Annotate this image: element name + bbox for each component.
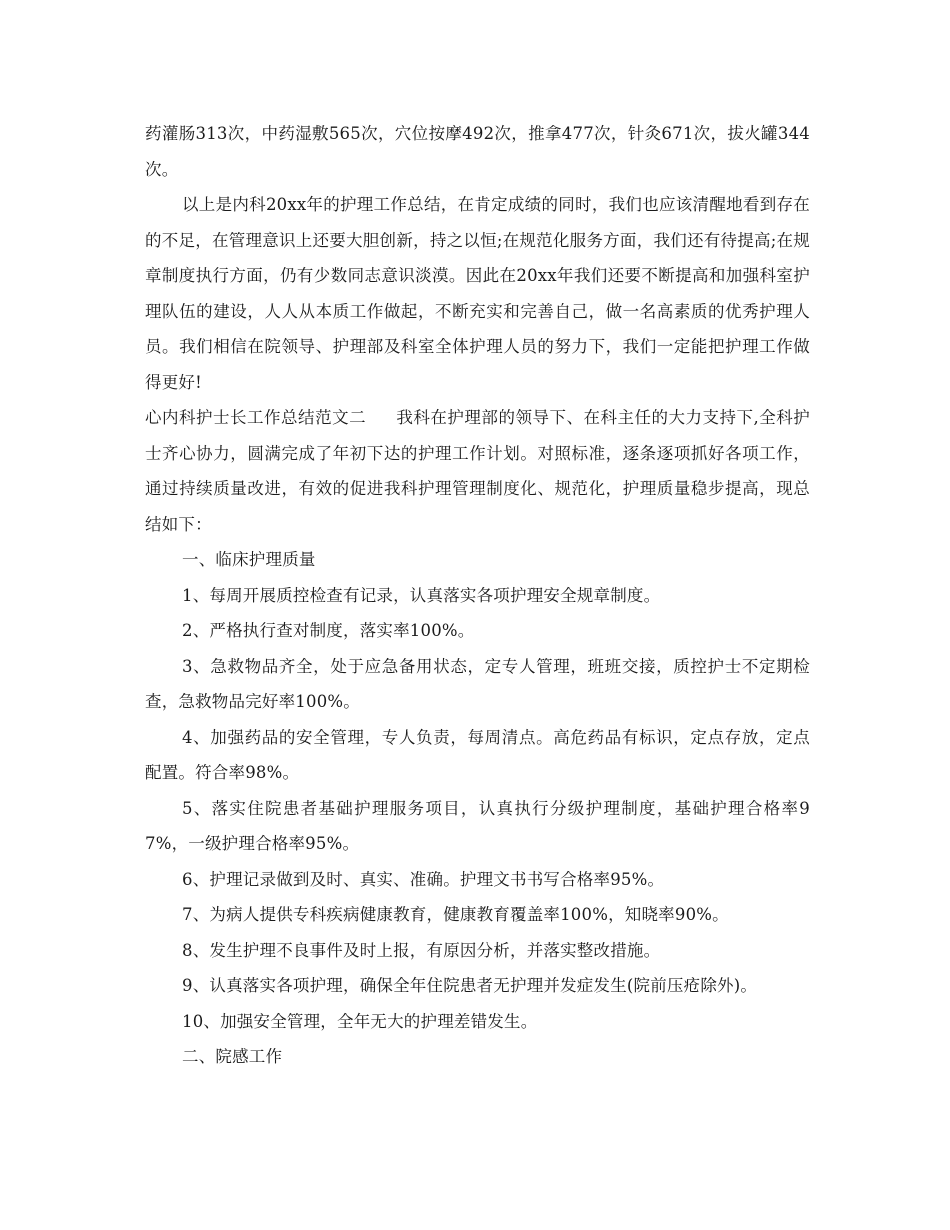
list-item: 1、每周开展质控检查有记录，认真落实各项护理安全规章制度。 [182, 585, 661, 605]
heading-infection-control: 二、院感工作 [182, 1047, 283, 1066]
list-item: 5、落实住院患者基础护理服务项目，认真执行分级护理制度，基础护理合格率97%，一级护理合格率95%。 [145, 798, 810, 853]
paragraph-treatment-counts: 药灌肠313次，中药湿敷565次，穴位按摩492次，推拿477次，针灸671次，拔火罐344次。 [145, 124, 810, 179]
list-item: 4、加强药品的安全管理，专人负责，每周清点。高危药品有标识，定点存放，定点配置。符合率98%。 [145, 727, 810, 782]
list-item: 2、严格执行查对制度，落实率100%。 [182, 621, 475, 640]
list-item: 8、发生护理不良事件及时上报，有原因分析，并落实整改措施。 [182, 940, 661, 960]
list-item: 7、为病人提供专科疾病健康教育，健康教育覆盖率100%，知晓率90%。 [182, 905, 729, 924]
list-item: 9、认真落实各项护理，确保全年住院患者无护理并发症发生(院前压疮除外)。 [182, 976, 758, 995]
list-item: 10、加强安全管理，全年无大的护理差错发生。 [182, 1011, 538, 1031]
section-intro: 我科在护理部的领导下、在科主任的大力支持下,全科护士齐心协力，圆满完成了年初下达的护理工作计划。对照标准，逐条逐项抓好各项工作，通过持续质量改进，有效的促进我科护理管理制度化、规范化，护理质量稳步提高，现总结如下： [145, 408, 810, 534]
section-title: 心内科护士长工作总结范文二 [145, 408, 367, 427]
section-block [145, 400, 810, 542]
list-item: 6、护理记录做到及时、真实、准确。护理文书书写合格率95%。 [182, 869, 665, 889]
list-item: 3、急救物品齐全，处于应急备用状态，定专人管理，班班交接，质控护士不定期检查，急救物品完好率100%。 [145, 656, 810, 711]
heading-clinical-quality: 一、临床护理质量 [182, 550, 316, 569]
paragraph-summary: 以上是内科20xx年的护理工作总结，在肯定成绩的同时，我们也应该清醒地看到存在的不足，在管理意识上还要大胆创新，持之以恒;在规范化服务方面，我们还有待提高;在规章制度执行方面，仍有少数同志意识淡漠。因此在20xx年我们还要不断提高和加强科室护理队伍的建设，人人从本质工作做起，不断充实和完善自己，做一名高素质的优秀护理人员。我们相信在院领导、护理部及科室全体护理人员的努力下，我们一定能把护理工作做得更好! [145, 195, 810, 392]
